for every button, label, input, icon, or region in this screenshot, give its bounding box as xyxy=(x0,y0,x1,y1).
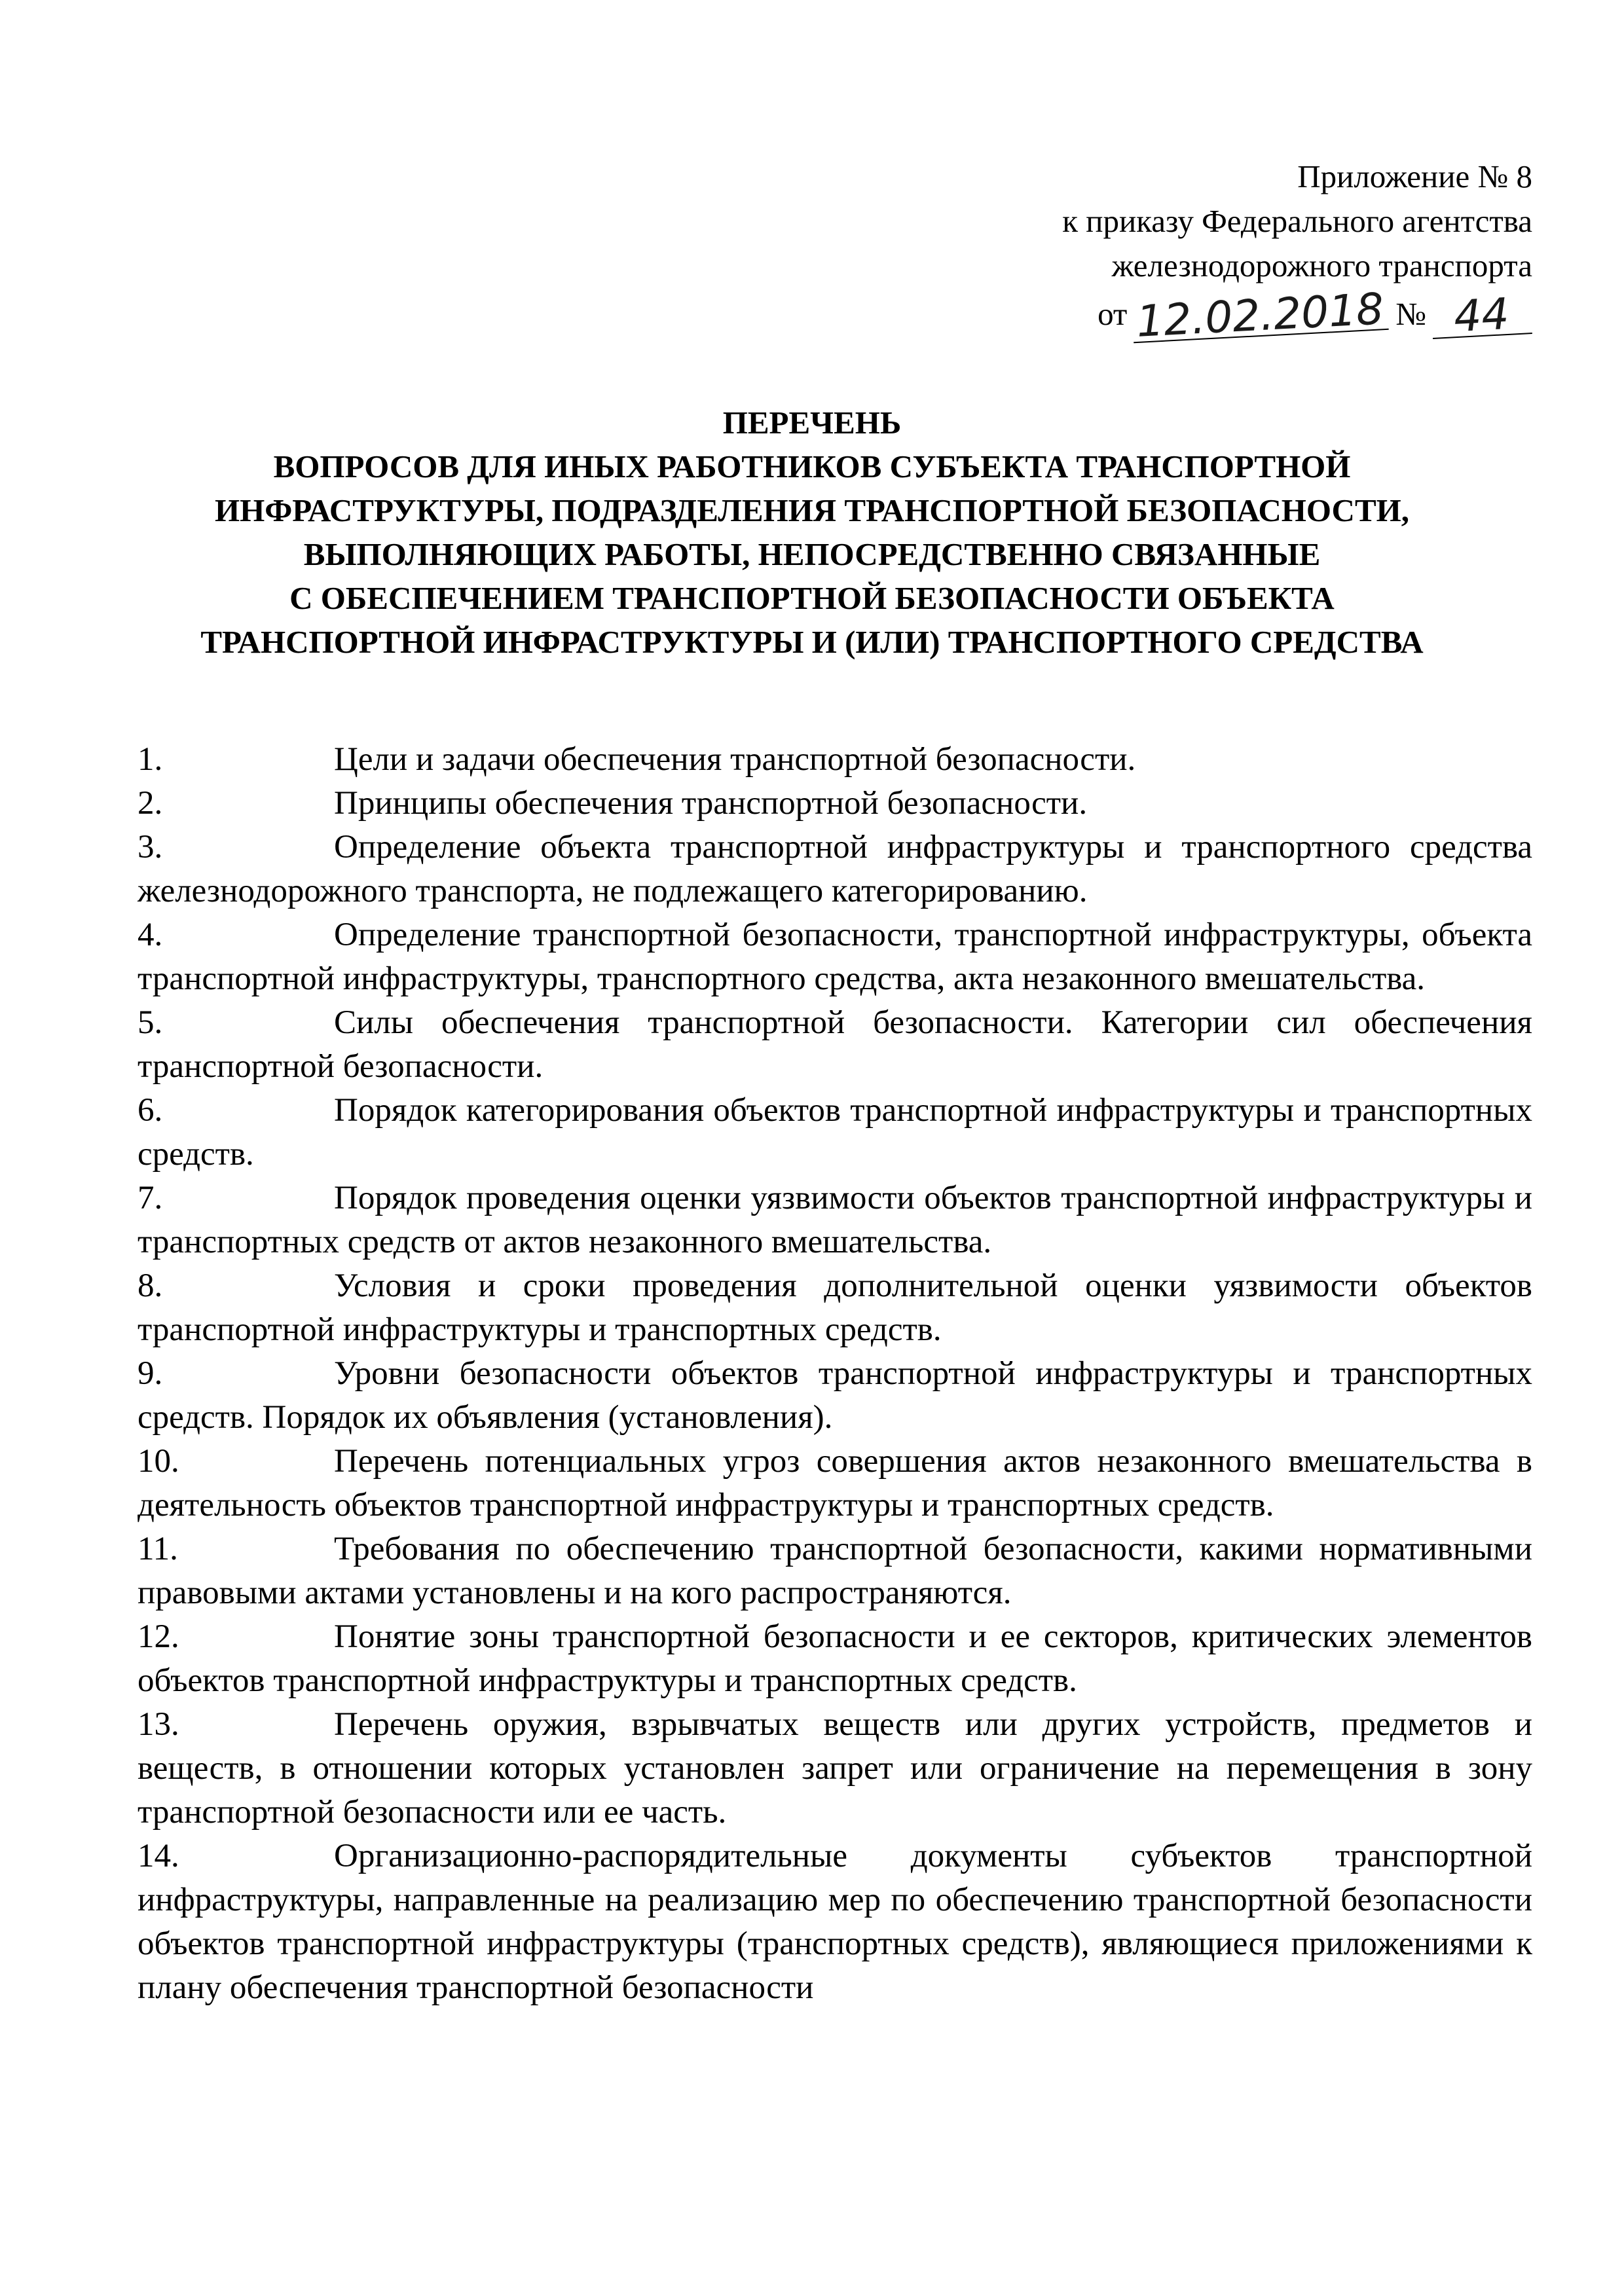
item-text: Цели и задачи обеспечения транспортной безопасности. xyxy=(334,741,1136,778)
question-list xyxy=(138,738,1532,2010)
item-text: Порядок проведения оценки уязвимости объектов транспортной инфраструктуры и транспортных средств от актов незаконного вмешательства. xyxy=(138,1180,1532,1260)
item-number: 3. xyxy=(138,829,163,866)
list-item xyxy=(138,782,1532,826)
item-text: Уровни безопасности объектов транспортной инфраструктуры и транспортных средств. Порядок их объявления (установления). xyxy=(138,1355,1532,1436)
list-item xyxy=(138,1264,1532,1352)
item-text: Перечень оружия, взрывчатых веществ или других устройств, предметов и веществ, в отношении которых установлен запрет или ограничение на перемещения в зону транспортной безопасности или ее часть. xyxy=(138,1706,1532,1831)
item-number: 6. xyxy=(138,1092,163,1129)
list-item xyxy=(138,1352,1532,1440)
list-item xyxy=(138,1703,1532,1834)
item-text: Определение транспортной безопасности, транспортной инфраструктуры, объекта транспортной инфраструктуры, транспортного средства, акта незаконного вмешательства. xyxy=(138,917,1532,997)
list-item xyxy=(138,1834,1532,2010)
item-number: 8. xyxy=(138,1267,163,1304)
list-item xyxy=(138,1440,1532,1527)
item-number: 13. xyxy=(138,1706,179,1743)
title-line-6: ТРАНСПОРТНОЙ ИНФРАСТРУКТУРЫ И (ИЛИ) ТРАНСПОРТНОГО СРЕДСТВА xyxy=(200,624,1424,660)
list-item xyxy=(138,1089,1532,1176)
list-item xyxy=(138,826,1532,913)
number-label: № xyxy=(1395,296,1426,332)
attachment-line-1: Приложение № 8 xyxy=(1297,158,1532,194)
list-item xyxy=(138,1001,1532,1089)
handwritten-date: 12.02.2018 xyxy=(1132,289,1389,343)
item-number: 14. xyxy=(138,1838,179,1874)
item-text: Понятие зоны транспортной безопасности и ее секторов, критических элементов объектов транспортной инфраструктуры и транспортных средств. xyxy=(138,1618,1532,1699)
item-number: 7. xyxy=(138,1180,163,1216)
attachment-header xyxy=(943,155,1532,347)
document-title xyxy=(98,401,1526,664)
list-item xyxy=(138,738,1532,782)
title-line-1: ПЕРЕЧЕНЬ xyxy=(722,405,902,441)
list-item xyxy=(138,1527,1532,1615)
title-line-5: С ОБЕСПЕЧЕНИЕМ ТРАНСПОРТНОЙ БЕЗОПАСНОСТИ ОБЪЕКТА xyxy=(289,580,1335,616)
title-line-3: ИНФРАСТРУКТУРЫ, ПОДРАЗДЕЛЕНИЯ ТРАНСПОРТНОЙ БЕЗОПАСНОСТИ, xyxy=(214,492,1409,528)
item-number: 4. xyxy=(138,917,163,953)
item-text: Силы обеспечения транспортной безопасности. Категории сил обеспечения транспортной безопасности. xyxy=(138,1004,1532,1085)
item-number: 10. xyxy=(138,1443,179,1480)
item-text: Перечень потенциальных угроз совершения актов незаконного вмешательства в деятельность объектов транспортной инфраструктуры и транспортных средств. xyxy=(138,1443,1532,1523)
title-line-2: ВОПРОСОВ ДЛЯ ИНЫХ РАБОТНИКОВ СУБЪЕКТА ТРАНСПОРТНОЙ xyxy=(273,448,1351,484)
item-text: Порядок категорирования объектов транспортной инфраструктуры и транспортных средств. xyxy=(138,1092,1532,1173)
item-number: 2. xyxy=(138,785,163,822)
list-item xyxy=(138,1615,1532,1703)
from-label: от xyxy=(1098,296,1128,332)
item-text: Требования по обеспечению транспортной безопасности, какими нормативными правовыми актами установлены и на кого распространяются. xyxy=(138,1531,1532,1611)
title-line-4: ВЫПОЛНЯЮЩИХ РАБОТЫ, НЕПОСРЕДСТВЕННО СВЯЗАННЫЕ xyxy=(303,536,1321,572)
attachment-line-3: железнодорожного транспорта xyxy=(1111,247,1532,283)
item-number: 11. xyxy=(138,1531,178,1567)
item-number: 1. xyxy=(138,741,163,778)
item-text: Принципы обеспечения транспортной безопасности. xyxy=(334,785,1088,822)
handwritten-number: 44 xyxy=(1431,293,1532,339)
item-number: 5. xyxy=(138,1004,163,1041)
item-text: Организационно-распорядительные документы субъектов транспортной инфраструктуры, направленные на реализацию мер по обеспечению транспортной безопасности объектов транспортной инфраструктуры (транспортных средств), являющиеся приложениями к плану обеспечения транспортной безопасности xyxy=(138,1838,1532,2006)
item-text: Условия и сроки проведения дополнительной оценки уязвимости объектов транспортной инфраструктуры и транспортных средств. xyxy=(138,1267,1532,1348)
list-item xyxy=(138,913,1532,1001)
item-text: Определение объекта транспортной инфраструктуры и транспортного средства железнодорожного транспорта, не подлежащего категорированию. xyxy=(138,829,1532,909)
order-date-line xyxy=(943,283,1532,347)
attachment-line-2: к приказу Федерального агентства xyxy=(1062,203,1532,239)
list-item xyxy=(138,1176,1532,1264)
item-number: 9. xyxy=(138,1355,163,1392)
item-number: 12. xyxy=(138,1618,179,1655)
